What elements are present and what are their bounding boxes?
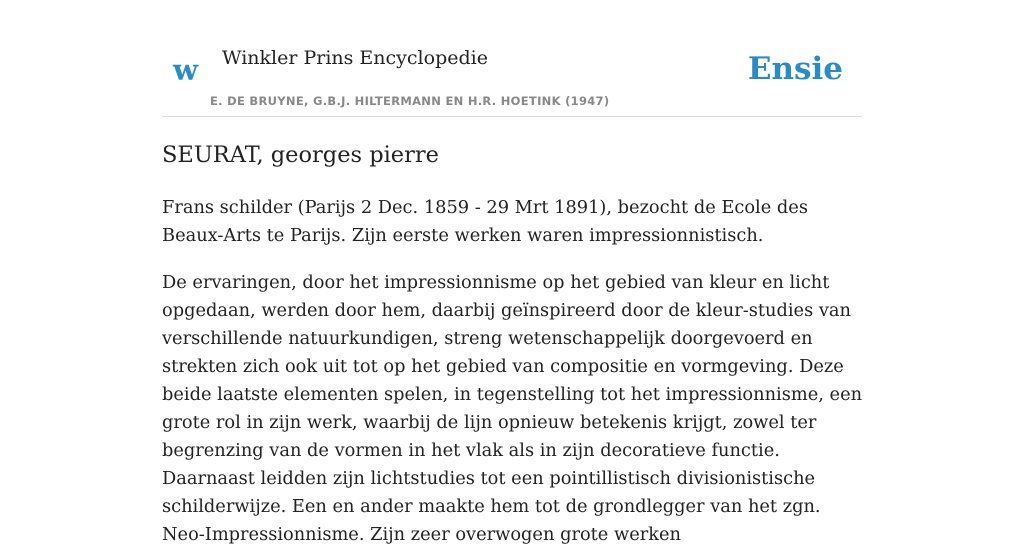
- publication-title[interactable]: Winkler Prins Encyclopedie: [222, 47, 488, 69]
- entry-title: SEURAT, georges pierre: [162, 142, 439, 168]
- header: [162, 30, 862, 117]
- publication-logo[interactable]: w: [173, 53, 198, 87]
- article-paragraph: Frans schilder (Parijs 2 Dec. 1859 - 29 Mrt 1891), bezocht de Ecole des Beaux-Arts te Parijs. Zijn eerste werken waren impressionnistisch.: [162, 197, 808, 246]
- publication-authors: E. DE BRUYNE, G.B.J. HILTERMANN EN H.R. HOETINK (1947): [210, 94, 610, 108]
- article: [162, 139, 864, 549]
- brand-logo[interactable]: Ensie: [747, 51, 843, 87]
- article-paragraph: De ervaringen, door het impressionnisme op het gebied van kleur en licht opgedaan, werden door hem, daarbij geïnspireerd door de kleur-studies van verschillende natuurkundigen, streng wetenschappelijk doorgevoerd en strekten zich ook uit tot op het gebied van compositie en vormgeving. Deze beide laatste elementen spelen, in tegenstelling tot het impressionnisme, een grote rol in zijn werk, waarbij de lijn opnieuw betekenis krijgt, zowel ter begrenzing van de vormen in het vlak als in zijn decoratieve functie. Daarnaast leidden zijn lichtstudies tot een pointillistisch divisionistische schilderwijze. Een en ander maakte hem tot de grondlegger van het zgn. Neo-Impressionnisme. Zijn zeer overwogen grote werken: [162, 272, 863, 545]
